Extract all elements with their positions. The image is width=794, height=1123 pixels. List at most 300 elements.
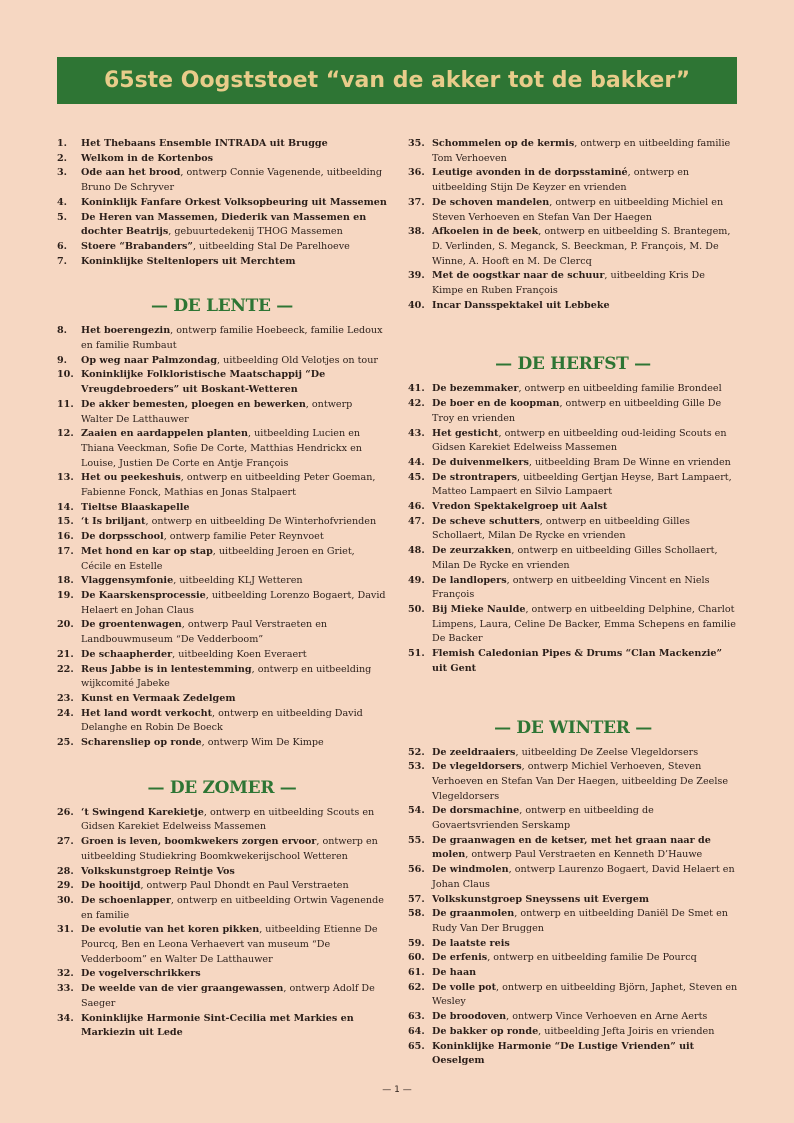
item-title: Met de oogstkar naar de schuur [432,270,605,282]
item-title: De bakker op ronde [432,1025,539,1037]
item-text [81,982,387,1011]
item-text [81,166,387,195]
item-text [432,456,738,471]
item-number: 35. [408,138,425,149]
list-item [57,574,387,589]
item-number: 59. [408,937,425,949]
item-text [81,501,387,516]
item-number: 37. [408,196,425,208]
list-item [57,515,387,530]
item-title: Het Thebaans Ensemble INTRADA uit Brugge [81,138,328,149]
item-text [81,736,387,751]
list-item [57,663,387,692]
item-text [81,324,387,353]
item-number: 26. [57,806,74,818]
page-number: — 1 — [382,1085,412,1095]
list-item [57,692,387,707]
item-credits: , uitbeelding Kris De Kimpe en Ruben François [432,270,705,297]
item-number: 50. [408,603,425,615]
item-text [432,137,738,166]
item-text [432,1040,738,1069]
item-text [81,589,387,618]
item-number: 57. [408,893,425,905]
item-text [81,923,387,967]
list-item [408,456,738,471]
section-heading-zomer: — DE ZOMER — [147,777,297,798]
item-title: Vredon Spektakelgroep uit Aalst [432,501,608,513]
item-credits: , uitbeelding Lorenzo Bogaert, David Helaert en Johan Claus [81,589,386,616]
item-number: 32. [57,968,74,980]
item-title: De schoven mandelen [432,196,550,208]
item-text [81,427,387,471]
item-number: 43. [408,427,425,439]
item-number: 56. [408,864,425,876]
item-number: 11. [57,398,74,410]
item-title: De zeurzakken [432,545,512,557]
item-text [432,863,738,892]
item-credits: , ontwerp en uitbeelding Daniël De Smet en Rudy Van Der Bruggen [432,908,728,934]
item-number: 17. [57,545,74,557]
list-item [57,865,387,880]
item-text [81,354,387,369]
item-number: 21. [57,648,74,660]
item-text [432,225,738,269]
item-title: De vogelverschrikkers [81,968,201,980]
item-text [432,515,738,544]
item-text [81,692,387,707]
item-text [81,255,387,270]
item-text [81,545,387,574]
item-text [432,981,738,1010]
item-text [432,804,738,833]
item-title: Welkom in de Kortenbos [81,152,213,164]
list-item [57,398,387,427]
list-item [408,269,738,298]
list-item [57,211,387,240]
list-item [408,544,738,573]
item-title: De strontrapers [432,471,517,483]
list-item [57,501,387,516]
item-title: De duivenmelkers [432,456,529,468]
item-credits: , uitbeelding De Zeelse Vlegeldorsers [515,746,699,758]
item-text [432,647,738,676]
item-title: Koninklijk Fanfare Orkest Volksopbeuring uit Massemen [81,196,387,208]
item-credits: , ontwerp en uitbeelding Vincent en Niels François [432,574,710,601]
item-text [81,574,387,589]
item-title: Tieltse Blaaskapelle [81,501,190,513]
item-number: 60. [408,952,425,964]
item-text [432,603,738,647]
item-number: 44. [408,456,425,468]
item-text [81,137,387,152]
item-title: ‘t Is briljant [81,516,146,528]
item-credits: , ontwerp en uitbeelding de Govaertsvrienden Serskamp [432,805,654,832]
zomer-continued-list [408,137,738,313]
item-title: De broodoven [432,1011,507,1023]
item-title: De haan [432,967,477,979]
item-number: 45. [408,471,425,483]
item-text [432,196,738,225]
item-credits: , ontwerp Connie Vagenende, uitbeelding Bruno De Schryver [81,167,382,194]
item-title: Het land wordt verkocht [81,707,213,719]
list-item [57,967,387,982]
item-number: 2. [57,152,68,164]
item-text [432,1025,738,1040]
item-credits: , ontwerp en uitbeelding Gilles Schollaert, Milan De Rycke en vrienden [432,515,690,542]
item-title: De bezemmaker [432,383,519,395]
list-item [408,647,738,676]
item-number: 53. [408,761,425,773]
item-credits: , ontwerp Vince Verhoeven en Arne Aerts [506,1011,708,1023]
item-number: 33. [57,983,74,995]
item-title: Koninklijke Harmonie “De Lustige Vrienden” uit Oeselgem [432,1040,695,1067]
list-item [57,923,387,967]
item-credits: , ontwerp en uitbeelding De Winterhofvrienden [145,516,377,528]
item-text [81,879,387,894]
item-credits: , ontwerp en uitbeelding David Delanghe en Robin De Boeck [81,707,363,734]
list-item [57,835,387,864]
item-title: Afkoelen in de beek [432,226,539,238]
list-item [57,471,387,500]
list-item [408,1010,738,1025]
list-item [57,894,387,923]
item-number: 38. [408,226,425,238]
item-title: Bij Mieke Naulde [432,603,526,615]
item-credits: , ontwerp en uitbeelding Scouts en Gidsen Karekiet Edelweiss Massemen [81,806,375,833]
item-title: Koninklijke Folkloristische Maatschappij “De Vreugdebroeders” uit Boskant-Wetteren [81,369,326,396]
item-credits: , ontwerp familie Peter Reynvoet [163,531,324,543]
section-heading-herfst: — DE HERFST — [495,354,651,375]
list-item [408,196,738,225]
item-title: Reus Jabbe is in lentestemming [81,663,252,675]
item-credits: , ontwerp en uitbeelding Gille De Troy en vrienden [432,398,722,424]
list-item [408,1025,738,1040]
item-title: Koninklijke Harmonie Sint-Cecilia met Markies en Markiezin uit Lede [81,1012,354,1039]
item-number: 12. [57,428,74,440]
list-item [408,937,738,952]
zomer-list [57,806,387,1041]
item-text [81,648,387,663]
item-title: De weelde van de vier graangewassen [81,983,284,995]
list-item [57,982,387,1011]
item-number: 18. [57,575,74,587]
herfst-list [408,382,738,676]
list-item [57,152,387,167]
item-number: 4. [57,196,68,208]
item-credits: , uitbeelding Koen Everaert [172,648,307,660]
item-text [432,951,738,966]
item-title: De scheve schutters [432,515,540,527]
item-number: 29. [57,880,74,892]
item-text [432,937,738,952]
list-item [408,951,738,966]
item-text [81,865,387,880]
item-credits: , ontwerp en uitbeelding oud-leiding Scouts en Gidsen Karekiet Edelweiss Massemen [432,427,727,454]
item-text [81,618,387,647]
winter-list [408,746,738,1069]
list-item [57,137,387,152]
item-credits: , uitbeelding Bram De Winne en vrienden [528,456,731,468]
item-number: 27. [57,836,74,848]
item-number: 39. [408,270,425,282]
item-title: De dorpsschool [81,531,164,543]
list-item [57,879,387,894]
list-item [57,324,387,353]
item-number: 61. [408,967,425,979]
item-title: De erfenis [432,952,488,964]
item-title: De vlegeldorsers [432,761,522,773]
item-credits: , ontwerp en uitbeelding Delphine, Charlot Limpens, Laura, Celine De Backer, Emma Schepens en familie De Backer [432,603,736,645]
item-title: Volkskunstgroep Reintje Vos [81,865,235,877]
item-number: 13. [57,472,74,484]
item-text [81,806,387,835]
list-item [57,618,387,647]
item-number: 34. [57,1012,74,1024]
item-credits: , ontwerp Paul Verstraeten en Kenneth D’Hauwe [465,849,703,861]
item-number: 63. [408,1011,425,1023]
item-text [432,166,738,195]
list-item [408,603,738,647]
list-item [408,166,738,195]
list-item [408,299,738,314]
item-title: Zaaien en aardappelen planten [81,428,248,440]
item-text [432,574,738,603]
section-heading-lente: — DE LENTE — [151,296,293,317]
item-credits: , ontwerp Wim De Kimpe [201,737,324,749]
lente-list [57,324,387,750]
list-item [408,515,738,544]
item-text [432,1010,738,1025]
item-text [81,663,387,692]
item-title: Met hond en kar op stap [81,545,213,557]
item-title: Volkskunstgroep Sneyssens uit Evergem [432,893,650,905]
item-text [432,893,738,908]
item-title: De windmolen [432,864,509,876]
item-credits: , uitbeelding Etienne De Pourcq, Ben en Leona Verhaevert van museum “De Vedderboom” en Walter De Latthauwer [81,924,378,965]
item-title: Groen is leven, boomkwekers zorgen ervoor [81,836,317,848]
item-text [81,967,387,982]
item-text [432,471,738,500]
item-text [81,835,387,864]
item-credits: , ontwerp Laurenzo Bogaert, David Helaert en Johan Claus [432,864,735,890]
item-number: 40. [408,299,425,311]
item-number: 15. [57,516,74,528]
item-number: 65. [408,1040,425,1052]
item-number: 9. [57,354,68,366]
item-credits: , ontwerp Michiel Verhoeven, Steven Verhoeven en Stefan Van Der Haegen, uitbeelding De Zeelse Vlegeldorsers [432,761,728,802]
item-title: De evolutie van het koren pikken [81,924,260,936]
list-item [408,966,738,981]
item-credits: , ontwerp en uitbeelding Gilles Schollaert, Milan De Rycke en vrienden [432,545,718,571]
item-number: 7. [57,255,68,267]
item-title: De groentenwagen [81,619,182,631]
item-number: 54. [408,805,425,817]
item-title: Het ou peekeshuis [81,472,181,484]
item-title: De hooitijd [81,880,141,892]
item-text [432,427,738,456]
list-item [57,530,387,545]
item-title: Stoere “Brabanders” [81,240,193,252]
item-number: 58. [408,908,425,920]
item-title: De volle pot [432,981,497,993]
list-item [408,382,738,397]
list-item [57,166,387,195]
item-number: 28. [57,865,74,877]
item-number: 10. [57,369,74,381]
item-credits: , ontwerp en uitbeelding familie Brondeel [518,383,722,395]
item-credits: , gebuurtedekenij THOG Massemen [168,226,343,238]
item-credits: , ontwerp en uitbeelding Peter Goeman, Fabienne Fonck, Mathias en Jonas Stalpaert [81,472,376,499]
item-number: 36. [408,167,425,179]
item-number: 14. [57,501,74,513]
item-title: De zeeldraaiers [432,746,516,758]
list-item [408,804,738,833]
item-title: De schaapherder [81,648,173,660]
item-credits: , uitbeelding KLJ Wetteren [173,575,303,587]
list-item [408,746,738,761]
item-credits: , uitbeelding Lucien en Thiana Veeckman, Sofie De Corte, Matthias Hendrickx en Louise, Justien De Corte en Antje François [81,428,362,469]
item-title: Kunst en Vermaak Zedelgem [81,692,236,704]
item-number: 30. [57,894,74,906]
item-title: De Kaarskensprocessie [81,589,206,601]
item-text [432,269,738,298]
item-text [432,299,738,314]
item-credits: , ontwerp en uitbeelding familie Tom Verhoeven [432,138,731,164]
item-text [432,834,738,863]
item-number: 47. [408,515,425,527]
item-credits: , ontwerp en uitbeelding familie De Pourcq [487,952,697,964]
list-item [57,648,387,663]
list-item [57,354,387,369]
item-credits: , uitbeelding Stal De Parelhoeve [192,240,350,252]
item-number: 16. [57,531,74,543]
item-text [432,966,738,981]
item-number: 62. [408,981,425,993]
item-title: Incar Dansspektakel uit Lebbeke [432,299,610,311]
item-credits: , uitbeelding Old Velotjes on tour [217,354,378,366]
item-title: Schommelen op de kermis [432,138,575,149]
item-title: De akker bemesten, ploegen en bewerken [81,398,306,410]
item-title: Op weg naar Palmzondag [81,354,218,366]
list-item [408,981,738,1010]
item-number: 51. [408,648,425,660]
list-item [57,196,387,211]
item-credits: , ontwerp en uitbeelding Björn, Japhet, Steven en Wesley [432,981,738,1008]
item-text [432,397,738,426]
item-text [81,471,387,500]
item-title: De schoenlapper [81,894,171,906]
item-title: Flemish Caledonian Pipes & Drums “Clan Mackenzie” uit Gent [432,648,723,674]
item-title: Scharensliep op ronde [81,737,202,749]
left-column [57,137,387,1041]
item-credits: , ontwerp en uitbeelding Ortwin Vagenende en familie [81,894,384,921]
list-item [57,707,387,736]
list-item [57,589,387,618]
item-credits: , ontwerp Adolf De Saeger [81,983,375,1009]
item-text [432,544,738,573]
item-title: Het boerengezin [81,325,171,337]
item-text [81,152,387,167]
item-text [81,515,387,530]
item-text [81,398,387,427]
list-item [57,368,387,397]
item-title: De graanwagen en de ketser, met het graan naar de molen [432,834,711,861]
list-item [408,893,738,908]
item-number: 6. [57,240,68,252]
item-text [81,707,387,736]
item-title: De boer en de koopman [432,398,560,410]
right-column [408,137,738,1069]
item-text [432,746,738,761]
item-credits: , ontwerp en uitbeelding Studiekring Boomkwekerijschool Wetteren [81,836,378,862]
section-heading-winter: — DE WINTER — [494,717,652,738]
item-title: De landlopers [432,574,507,586]
item-text [81,196,387,211]
item-number: 3. [57,167,68,179]
list-item [408,427,738,456]
item-number: 5. [57,211,68,223]
item-number: 55. [408,834,425,846]
item-title: De laatste reis [432,937,510,949]
intro-list [57,137,387,269]
list-item [408,834,738,863]
item-number: 42. [408,398,425,410]
item-title: Vlaggensymfonie [81,575,174,587]
list-item [408,500,738,515]
list-item [57,545,387,574]
item-number: 31. [57,924,74,936]
page-title: 65ste Oogststoet “van de akker tot de bakker” [103,68,691,93]
item-credits: , ontwerp en uitbeelding Michiel en Steven Verhoeven en Stefan Van Der Haegen [432,196,724,223]
item-number: 64. [408,1025,425,1037]
list-item [57,806,387,835]
item-number: 49. [408,574,425,586]
list-item [57,240,387,255]
item-title: Ode aan het brood [81,167,181,179]
item-title: De dorsmachine [432,805,520,817]
item-title: Leutige avonden in de dorpsstaminé [432,167,628,179]
item-text [81,368,387,397]
list-item [408,1040,738,1069]
item-number: 41. [408,383,425,395]
list-item [408,471,738,500]
item-credits: , ontwerp Walter De Latthauwer [81,398,353,425]
item-text [81,1012,387,1041]
item-title: De Heren van Massemen, Diederik van Massemen en dochter Beatrijs [81,211,367,238]
list-item [408,397,738,426]
item-number: 20. [57,619,74,631]
list-item [408,225,738,269]
item-number: 23. [57,692,74,704]
item-credits: , ontwerp Paul Verstraeten en Landbouwmuseum “De Vedderboom” [81,619,328,646]
item-number: 48. [408,545,425,557]
item-text [432,907,738,936]
item-text [81,240,387,255]
item-title: ‘t Swingend Karekietje [81,806,204,818]
item-title: De graanmolen [432,908,515,920]
list-item [408,574,738,603]
item-text [432,760,738,804]
item-credits: , ontwerp familie Hoebeeck, familie Ledoux en familie Rumbaut [81,325,383,352]
item-number: 19. [57,589,74,601]
list-item [408,863,738,892]
item-number: 52. [408,746,425,758]
item-credits: , uitbeelding Gertjan Heyse, Bart Lampaert, Matteo Lampaert en Silvio Lampaert [432,471,732,498]
item-credits: , ontwerp en uitbeelding wijkcomité Jabeke [81,663,372,690]
title-banner [57,57,737,104]
list-item [408,760,738,804]
item-number: 24. [57,707,74,719]
